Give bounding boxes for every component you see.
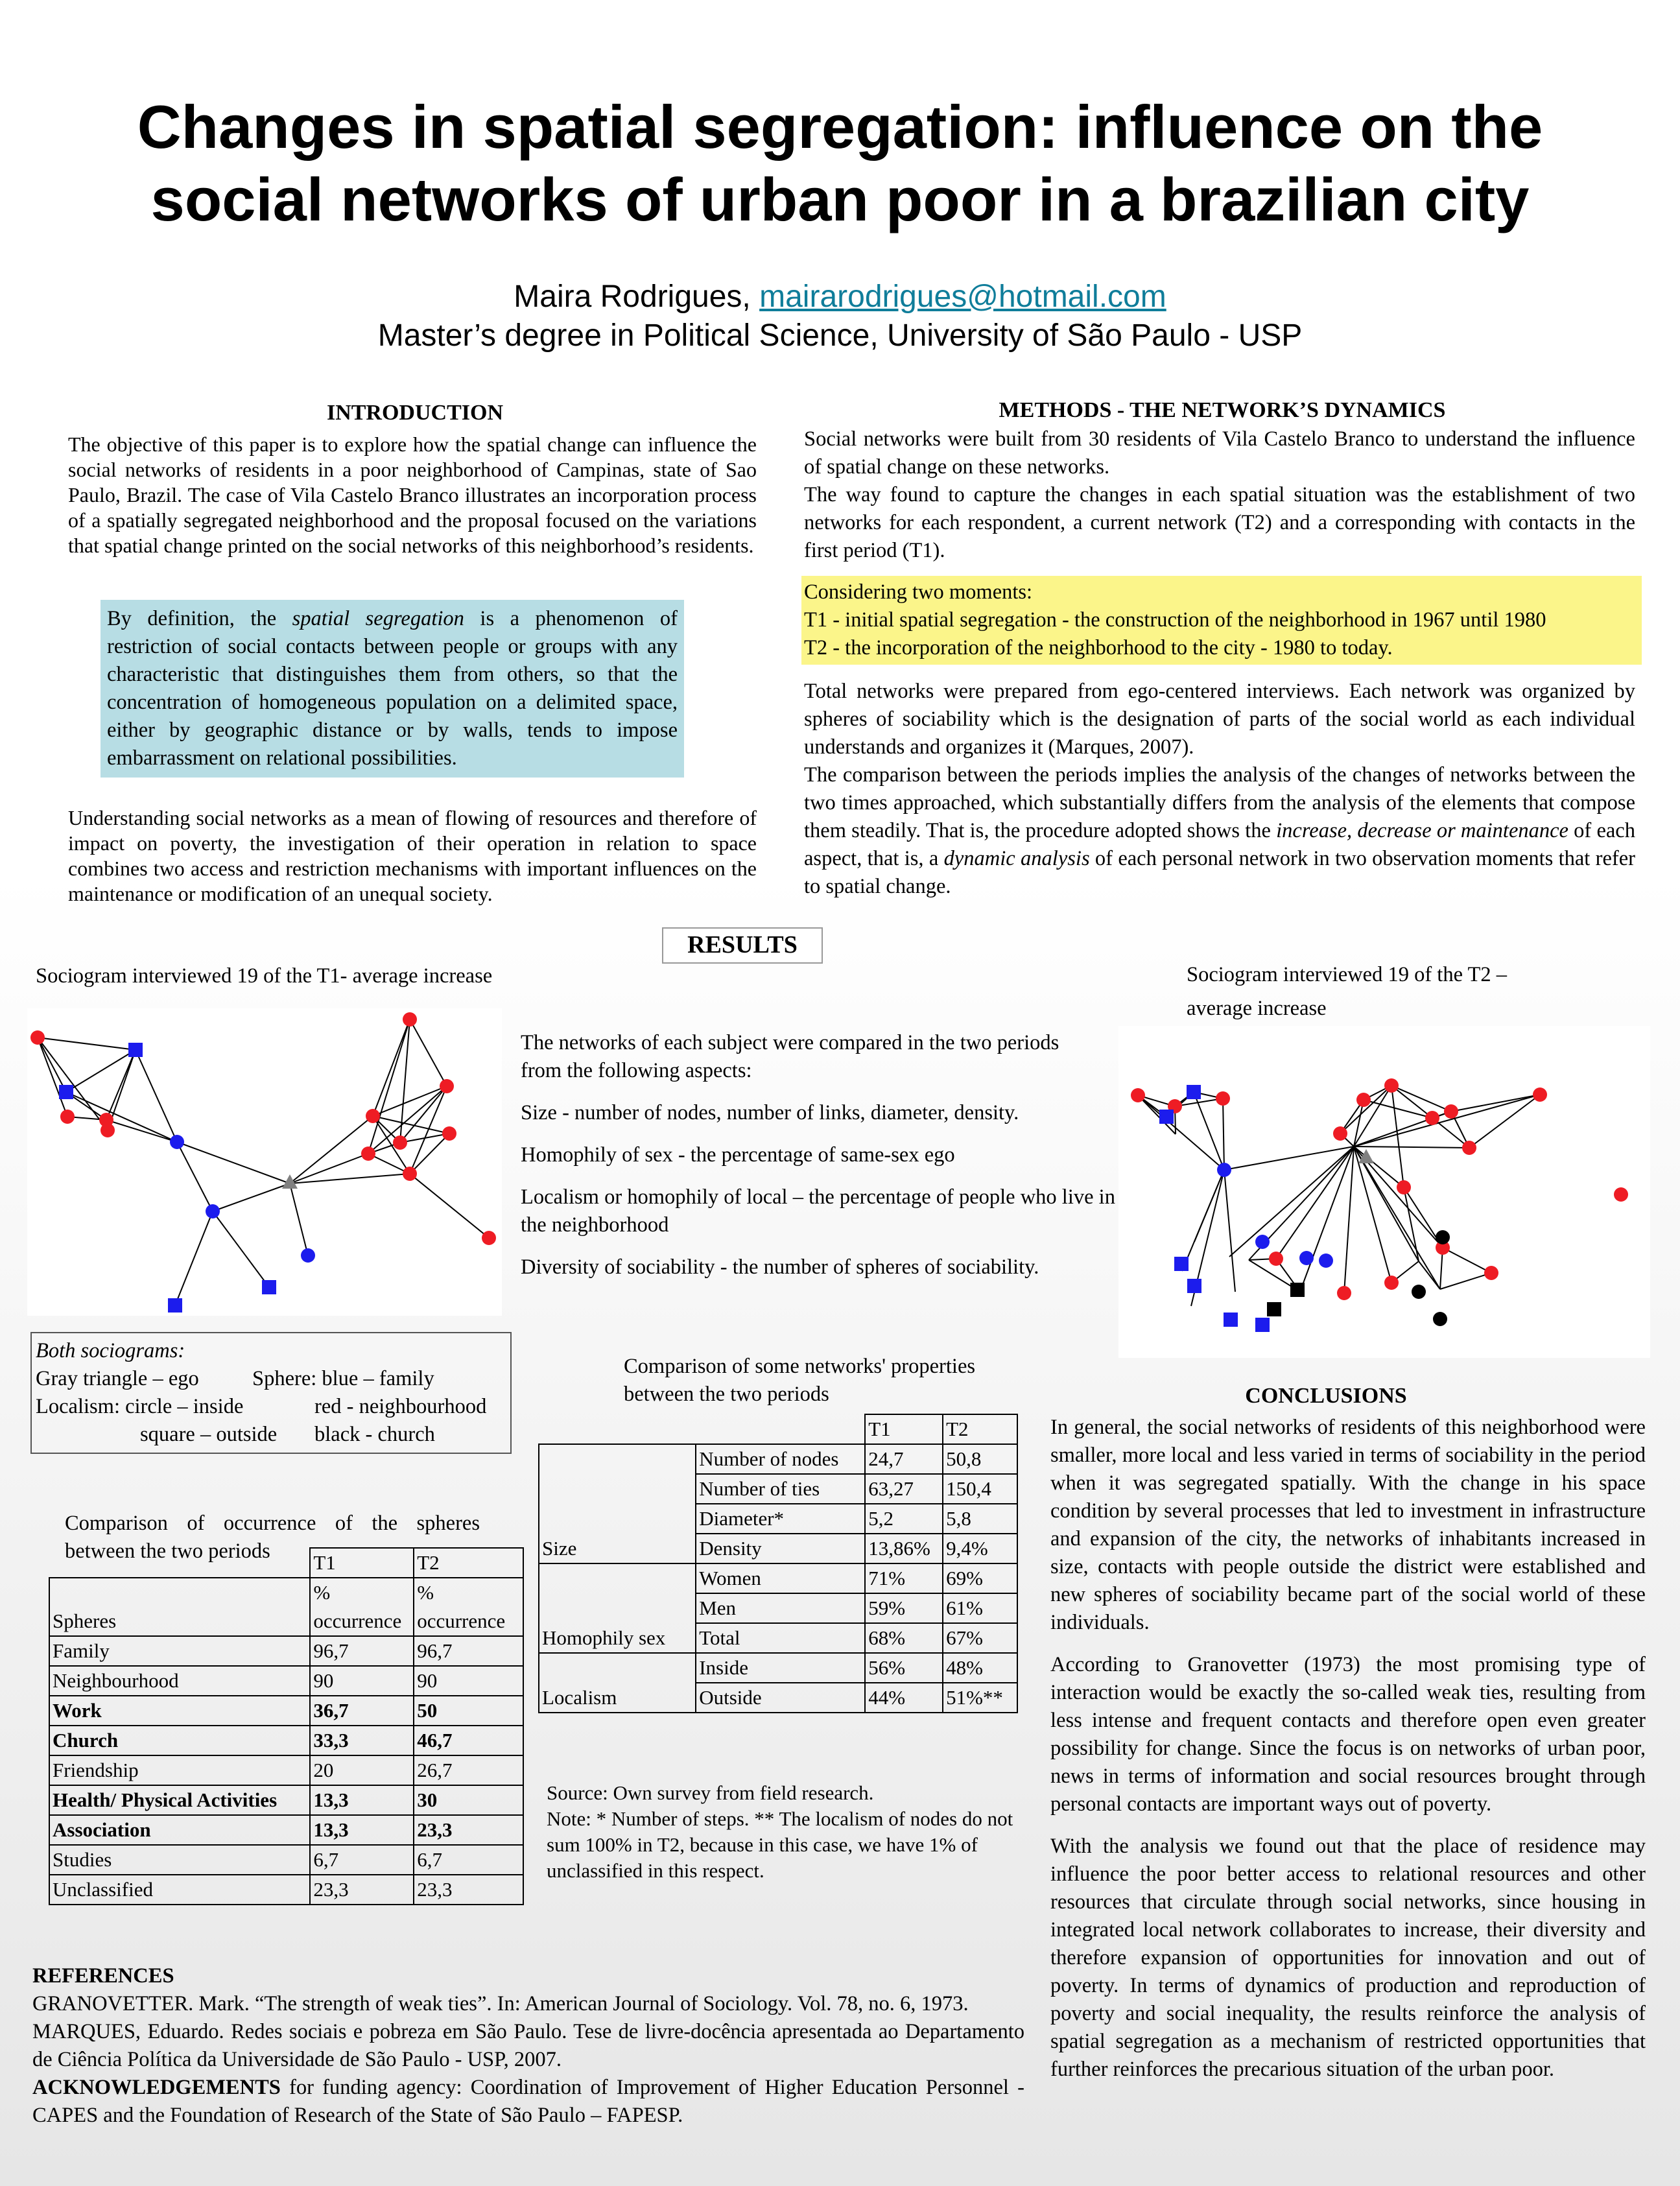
moments-heading: Considering two moments: xyxy=(804,580,1033,604)
props-value: 51%** xyxy=(943,1683,1017,1713)
conclusions-p2: According to Granovetter (1973) the most promising type of interaction would be exactly the so-called weak ties, resulting from less intense and frequent contacts and therefore open even greater possibility for change. Since the focus is on networks of urban poor, news in terms of information and social resources brought through personal contacts are important ways out of poverty. xyxy=(1050,1653,1646,1816)
legend-title: Both sociograms: xyxy=(36,1339,185,1362)
sphere-value: 13,3 xyxy=(310,1785,414,1815)
props-value: 24,7 xyxy=(865,1444,943,1474)
title-line-2: social networks of urban poor in a brazilian city xyxy=(150,165,1530,233)
introduction-heading: INTRODUCTION xyxy=(326,401,504,425)
props-group-label: Homophily sex xyxy=(539,1563,696,1653)
sphere-name: Family xyxy=(49,1636,310,1666)
methods-p4-c: of each personal network in two observation moments that refer to spatial change. xyxy=(804,847,1635,898)
definition-box xyxy=(101,600,684,778)
sphere-value: 90 xyxy=(310,1666,414,1696)
props-value: 56% xyxy=(865,1653,943,1683)
sphere-name: Work xyxy=(49,1696,310,1726)
legend-red: red - neighbourhood xyxy=(314,1395,487,1418)
sphere-value: 23,3 xyxy=(310,1875,414,1905)
props-metric: Men xyxy=(696,1593,865,1623)
definition-text-a: By definition, the xyxy=(107,607,292,630)
props-value: 44% xyxy=(865,1683,943,1713)
sphere-value: 36,7 xyxy=(310,1696,414,1726)
sphere-name: Friendship xyxy=(49,1755,310,1785)
spheres-table xyxy=(49,1547,524,1905)
props-metric: Inside xyxy=(696,1653,865,1683)
intro-paragraph-1: The objective of this paper is to explore how the spatial change can influence the social networks of residents in a poor neighborhood of Campinas, state of Sao Paulo, Brazil. The case of Vila Castelo Branco illustrates an incorporation process of a spatially segregated neighborhood and the proposal focused on the variations that spatial change printed on the social networks of this neighborhood’s residents. xyxy=(68,433,757,557)
acknowledgements-text: for funding agency: Coordination of Improvement of Higher Education Personnel - CAPES and the Foundation of Research of the State of São Paulo – FAPESP. xyxy=(32,2076,1024,2127)
reference-granovetter: GRANOVETTER. Mark. “The strength of weak ties”. In: American Journal of Sociology. Vol. 78, no. 6, 1973. xyxy=(32,1992,969,2015)
sphere-name: Health/ Physical Activities xyxy=(49,1785,310,1815)
sphere-name: Church xyxy=(49,1726,310,1755)
sociogram-t2 xyxy=(1118,1026,1650,1358)
sphere-value: 6,7 xyxy=(414,1845,523,1875)
sphere-value: 50 xyxy=(414,1696,523,1726)
sphere-value: 90 xyxy=(414,1666,523,1696)
sphere-value: 96,7 xyxy=(310,1636,414,1666)
two-moments-box xyxy=(801,576,1642,665)
acknowledgements-heading: ACKNOWLEDGEMENTS xyxy=(32,2076,281,2099)
methods-p4-em2: dynamic analysis xyxy=(943,847,1090,870)
methods-p4-a: The comparison between the periods implies the analysis of the changes of networks between the two times approached, which substantially differs from the analysis of the elements that compose them steadily. That is, the procedure adopted shows the xyxy=(804,763,1635,842)
props-group-label: Localism xyxy=(539,1653,696,1713)
legend-ego: Gray triangle – ego xyxy=(36,1367,199,1390)
poster-title xyxy=(0,91,1680,236)
props-value: 69% xyxy=(943,1563,1017,1593)
props-value: 71% xyxy=(865,1563,943,1593)
props-table-caption: Comparison of some networks' properties between the two periods xyxy=(624,1355,976,1406)
props-value: 48% xyxy=(943,1653,1017,1683)
sphere-value: 30 xyxy=(414,1785,523,1815)
spheres-row xyxy=(49,1785,523,1815)
props-col-t1: T1 xyxy=(865,1414,943,1444)
methods-p2: The way found to capture the changes in each spatial situation was the establishment of two networks for each respondent, a current network (T2) and a corresponding with contacts in the first period (T1). xyxy=(804,483,1635,562)
sphere-value: 33,3 xyxy=(310,1726,414,1755)
title-line-1: Changes in spatial segregation: influence on the xyxy=(137,93,1543,161)
props-metric: Diameter* xyxy=(696,1504,865,1534)
spheres-subheader-2: % occurrence xyxy=(414,1578,523,1636)
spheres-col-t2: T2 xyxy=(414,1548,523,1578)
props-value: 5,8 xyxy=(943,1504,1017,1534)
methods-p4-b: of each aspect, that is, a xyxy=(804,819,1635,870)
spheres-subheader-0: Spheres xyxy=(49,1578,310,1636)
author-email-link[interactable]: mairarodrigues@hotmail.com xyxy=(759,279,1166,314)
sphere-value: 20 xyxy=(310,1755,414,1785)
props-value: 68% xyxy=(865,1623,943,1653)
author-affiliation: Master’s degree in Political Science, University of São Paulo - USP xyxy=(377,318,1303,353)
author-block xyxy=(0,278,1680,355)
aspect-size: Size - number of nodes, number of links, diameter, density. xyxy=(521,1101,1019,1124)
intro-paragraph-2: Understanding social networks as a mean of flowing of resources and therefore of impact on poverty, the investigation of their operation in relation to space combines two access and restriction mechanisms with important influences on the maintenance or modification of an unequal society. xyxy=(68,806,757,905)
props-value: 61% xyxy=(943,1593,1017,1623)
methods-p3: Total networks were prepared from ego-centered interviews. Each network was organized by spheres of sociability which is the designation of parts of the social world as each individual understands and organizes it (Marques, 2007). xyxy=(804,680,1635,759)
acknowledgements xyxy=(32,2074,1024,2130)
methods-p4-em1: increase, decrease or maintenance xyxy=(1276,819,1568,842)
sphere-name: Unclassified xyxy=(49,1875,310,1905)
spheres-table-caption: Comparison of occurrence of the spheres between the two periods xyxy=(65,1512,480,1563)
sphere-value: 23,3 xyxy=(414,1815,523,1845)
props-row xyxy=(539,1653,1017,1683)
definition-term: spatial segregation xyxy=(292,607,464,630)
legend-circle: Localism: circle – inside xyxy=(36,1395,244,1418)
spheres-row xyxy=(49,1845,523,1875)
props-row xyxy=(539,1444,1017,1474)
sphere-value: 6,7 xyxy=(310,1845,414,1875)
references-block xyxy=(32,1962,1024,2130)
props-metric: Number of nodes xyxy=(696,1444,865,1474)
props-value: 150,4 xyxy=(943,1474,1017,1504)
conclusions-heading: CONCLUSIONS xyxy=(1245,1384,1407,1408)
sphere-name: Neighbourhood xyxy=(49,1666,310,1696)
props-value: 63,27 xyxy=(865,1474,943,1504)
props-value: 59% xyxy=(865,1593,943,1623)
aspects-list xyxy=(521,1029,1124,1281)
props-value: 9,4% xyxy=(943,1534,1017,1563)
sphere-value: 13,3 xyxy=(310,1815,414,1845)
conclusions-p3: With the analysis we found out that the place of residence may influence the poor better access to relational resources and other resources that circulate through social networks, since housing in integrated local network collaborates to increase, their diversity and therefore expansion of opportunities for innovation and out of poverty. In terms of dynamics of production and reproduction of poverty and social inequality, the results reinforce the analysis of spatial segregation as a mechanism of restricted opportunities that further reinforces the precarious situation of the urban poor. xyxy=(1050,1835,1646,2081)
legend-square: square – outside xyxy=(140,1423,278,1446)
spheres-row xyxy=(49,1726,523,1755)
aspect-homophily: Homophily of sex - the percentage of same-sex ego xyxy=(521,1143,955,1167)
spheres-col-t1: T1 xyxy=(310,1548,414,1578)
props-col-t2: T2 xyxy=(943,1414,1017,1444)
spheres-row xyxy=(49,1666,523,1696)
props-source: Source: Own survey from field research. xyxy=(547,1781,874,1804)
props-metric: Outside xyxy=(696,1683,865,1713)
spheres-row xyxy=(49,1696,523,1726)
props-value: 5,2 xyxy=(865,1504,943,1534)
references-heading: REFERENCES xyxy=(32,1964,174,1988)
props-note: Note: * Number of steps. ** The localism of nodes do not sum 100% in T2, because in this case, we have 1% of unclassified in this respect. xyxy=(547,1807,1013,1882)
author-name: Maira Rodrigues, xyxy=(514,279,751,314)
spheres-row xyxy=(49,1636,523,1666)
sphere-name: Association xyxy=(49,1815,310,1845)
sphere-value: 96,7 xyxy=(414,1636,523,1666)
props-value: 50,8 xyxy=(943,1444,1017,1474)
sociogram-t2-caption-a: Sociogram interviewed 19 of the T2 – xyxy=(1187,963,1508,986)
spheres-subheader-1: % occurrence xyxy=(310,1578,414,1636)
sociogram-t2-caption xyxy=(1187,958,1507,1025)
aspect-localism: Localism or homophily of local – the percentage of people who live in the neighborhood xyxy=(521,1185,1115,1237)
props-row xyxy=(539,1563,1017,1593)
spheres-row xyxy=(49,1815,523,1845)
sociogram-legend xyxy=(30,1332,512,1454)
methods-p1: Social networks were built from 30 residents of Vila Castelo Branco to understand the influence of spatial change on these networks. xyxy=(804,427,1635,479)
props-notes xyxy=(547,1780,1013,1884)
spheres-row xyxy=(49,1755,523,1785)
methods-paragraphs xyxy=(804,425,1635,565)
props-metric: Total xyxy=(696,1623,865,1653)
props-group-label: Size xyxy=(539,1444,696,1563)
sphere-value: 26,7 xyxy=(414,1755,523,1785)
results-heading: RESULTS xyxy=(662,927,823,964)
moment-t1: T1 - initial spatial segregation - the construction of the neighborhood in 1967 until 1980 xyxy=(804,608,1546,632)
props-metric: Number of ties xyxy=(696,1474,865,1504)
sphere-value: 23,3 xyxy=(414,1875,523,1905)
aspect-diversity: Diversity of sociability - the number of spheres of sociability. xyxy=(521,1255,1039,1279)
legend-blue: Sphere: blue – family xyxy=(252,1367,434,1390)
props-metric: Women xyxy=(696,1563,865,1593)
spheres-corner xyxy=(49,1548,310,1578)
props-metric: Density xyxy=(696,1534,865,1563)
props-table xyxy=(538,1414,1018,1713)
sociogram-t1 xyxy=(27,1008,502,1316)
props-value: 13,86% xyxy=(865,1534,943,1563)
props-value: 67% xyxy=(943,1623,1017,1653)
spheres-row xyxy=(49,1875,523,1905)
conclusions-text xyxy=(1050,1414,1646,2084)
methods-p4 xyxy=(804,761,1635,901)
methods-paragraphs-2 xyxy=(804,678,1635,901)
methods-heading: METHODS - THE NETWORK’S DYNAMICS xyxy=(999,398,1446,422)
definition-text-b: is a phenomenon of restriction of social contacts between people or groups with any characteristic that distinguishes them from others, so that the concentration of homogeneous population on a delimited space, either by geographic distance or by walls, tends to impose embarrassment on relational possibilities. xyxy=(107,607,678,770)
reference-marques: MARQUES, Eduardo. Redes sociais e pobreza em São Paulo. Tese de livre-docência apresentada ao Departamento de Ciência Política da Universidade de São Paulo - USP, 2007. xyxy=(32,2020,1024,2071)
aspect-intro: The networks of each subject were compared in the two periods from the following aspects: xyxy=(521,1031,1059,1082)
moment-t2: T2 - the incorporation of the neighborhood to the city - 1980 to today. xyxy=(804,636,1393,659)
sociogram-t2-caption-b: average increase xyxy=(1187,997,1327,1020)
sphere-value: 46,7 xyxy=(414,1726,523,1755)
sociogram-t1-caption: Sociogram interviewed 19 of the T1- average increase xyxy=(36,964,493,988)
legend-black: black - church xyxy=(314,1423,435,1446)
sphere-name: Studies xyxy=(49,1845,310,1875)
conclusions-p1: In general, the social networks of residents of this neighborhood were smaller, more local and less varied in terms of sociability in the period when it was segregated spatially. With the change in his space condition by several processes that led to investment in infrastructure and expansion of the city, the networks of inhabitants increased in size, contacts with people outside the district were established and new spheres of sociability became part of the social world of these individuals. xyxy=(1050,1416,1646,1634)
